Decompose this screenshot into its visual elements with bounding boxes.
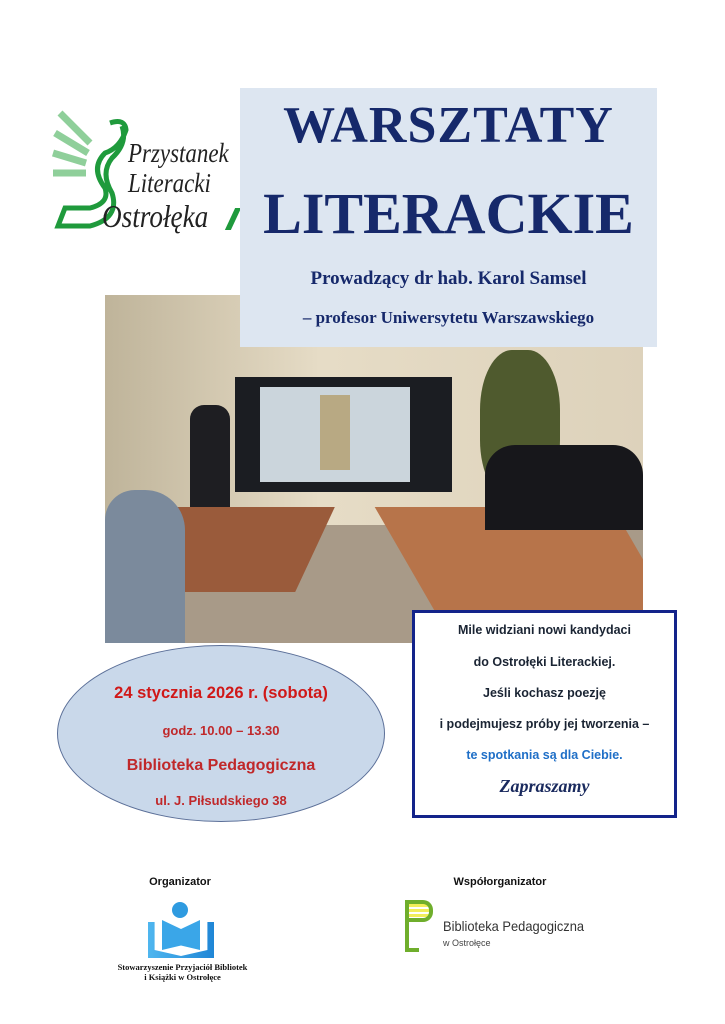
invite-line-4: i podejmujesz próby jej tworzenia – xyxy=(439,717,650,731)
event-time: godz. 10.00 – 13.30 xyxy=(162,723,280,738)
presenter xyxy=(190,405,230,520)
workshop-photo xyxy=(105,295,643,643)
invite-closing: Zapraszamy xyxy=(499,776,590,796)
title-line-2: LITERACKIE xyxy=(263,181,634,246)
host-title: – profesor Uniwersytetu Warszawskiego xyxy=(302,308,595,327)
host-name: Prowadzący dr hab. Karol Samsel xyxy=(310,268,587,289)
logo-line-2: Literacki xyxy=(128,168,211,198)
biblioteka-logo-icon xyxy=(405,900,435,952)
przystanek-literacki-logo xyxy=(50,108,245,236)
invite-line-2: do Ostrołęki Literackiej. xyxy=(473,655,616,669)
coorganizer-name: Biblioteka Pedagogiczna xyxy=(443,918,585,934)
title-line-1: WARSZTATY xyxy=(283,97,614,154)
event-date: 24 stycznia 2026 r. (sobota) xyxy=(114,684,328,702)
logo-line-3: Ostrołęka xyxy=(102,198,209,234)
organizer-name-line-2: i Książki w Ostrołęce xyxy=(144,972,221,982)
attendee-left xyxy=(105,490,185,643)
coorganizer-sub: w Ostrołęce xyxy=(443,938,491,948)
invite-line-3: Jeśli kochasz poezję xyxy=(483,686,606,700)
event-details-ellipse xyxy=(57,645,385,822)
logo-slash xyxy=(225,208,241,230)
title-panel xyxy=(240,88,657,347)
coorganizer-label: Współorganizator xyxy=(453,876,547,888)
invite-line-1: Mile widziani nowi kandydaci xyxy=(458,623,631,637)
event-venue: Biblioteka Pedagogiczna xyxy=(126,757,316,774)
organizer-name-line-1: Stowarzyszenie Przyjaciół Bibliotek xyxy=(117,962,248,972)
organizer-label: Organizator xyxy=(149,876,211,888)
organizer-logo-icon xyxy=(148,900,214,958)
organizer-name xyxy=(80,962,285,982)
attendees xyxy=(485,445,643,530)
invitation-box xyxy=(412,610,677,818)
event-address: ul. J. Piłsudskiego 38 xyxy=(155,793,287,808)
invite-line-5: te spotkania są dla Ciebie. xyxy=(466,748,623,762)
logo-line-1: Przystanek xyxy=(128,138,229,168)
